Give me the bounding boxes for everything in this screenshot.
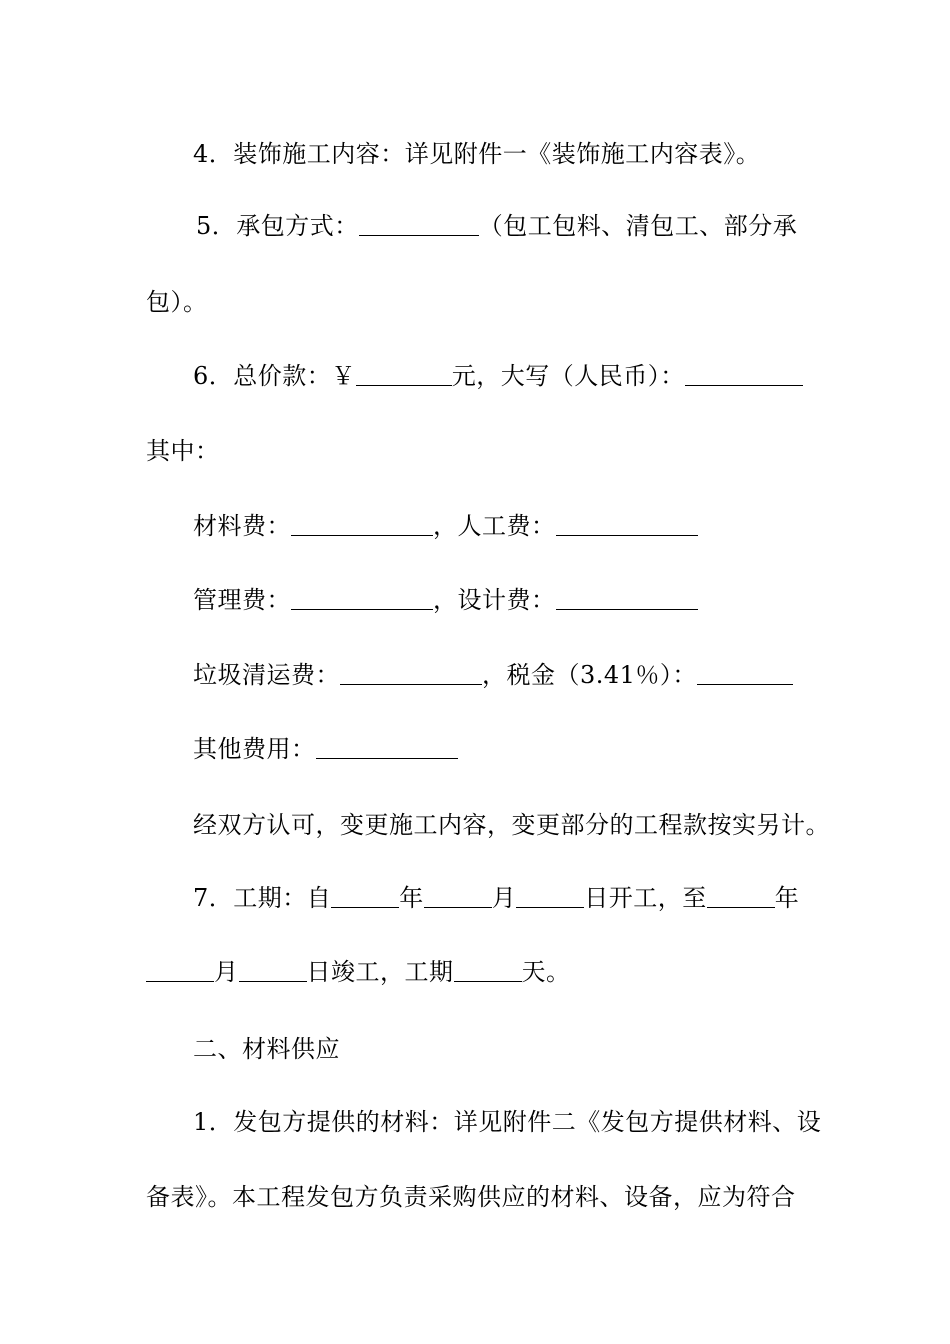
section-2-item-1-continuation	[146, 1182, 810, 1212]
waste-tax-fees	[146, 660, 810, 690]
text: 经双方认可，变更施工内容，变更部分的工程款按实另计。	[193, 811, 830, 839]
contract-method-blank[interactable]	[359, 213, 479, 236]
total-price-amount-blank[interactable]	[356, 363, 452, 386]
start-year-blank[interactable]	[331, 885, 399, 908]
text: 天。	[521, 958, 571, 986]
other-fees	[146, 734, 810, 764]
other-fee-blank[interactable]	[316, 736, 458, 759]
item-7-schedule	[146, 883, 810, 913]
text: 备表》。本工程发包方负责采购供应的材料、设备，应为符合	[146, 1183, 796, 1211]
end-year-blank[interactable]	[707, 885, 775, 908]
material-fee-blank[interactable]	[291, 513, 433, 536]
duration-days-blank[interactable]	[454, 959, 522, 982]
section-2-item-1	[146, 1107, 822, 1137]
text: 5．承包方式：	[196, 212, 359, 240]
management-design-fees	[146, 585, 810, 615]
text: 1．发包方提供的材料：详见附件二《发包方提供材料、设	[193, 1108, 822, 1136]
item-6-breakdown-label	[146, 436, 810, 466]
management-fee-blank[interactable]	[291, 587, 433, 610]
text: 元，大写（人民币）：	[451, 362, 685, 390]
text: 二、材料供应	[193, 1035, 340, 1063]
text: 包）。	[146, 288, 208, 316]
end-day-blank[interactable]	[239, 959, 307, 982]
text: 材料费：	[193, 512, 291, 540]
text: ，人工费：	[433, 512, 556, 540]
text: 7．工期：自	[193, 884, 332, 912]
item-5-contract-method	[146, 211, 810, 241]
text: 4．装饰施工内容：详见附件一《装饰施工内容表》。	[193, 140, 761, 168]
change-clause	[146, 810, 830, 840]
text: 月	[214, 958, 239, 986]
text: 6．总价款：￥	[193, 362, 356, 390]
section-2-heading	[146, 1034, 810, 1064]
start-month-blank[interactable]	[424, 885, 492, 908]
text: 日竣工，工期	[306, 958, 454, 986]
text: 年	[399, 884, 424, 912]
text: 其中：	[146, 437, 220, 465]
material-labor-fees	[146, 511, 810, 541]
waste-removal-fee-blank[interactable]	[340, 662, 482, 685]
text: 月	[491, 884, 517, 912]
start-day-blank[interactable]	[516, 885, 584, 908]
item-5-continuation	[146, 287, 810, 317]
end-month-blank[interactable]	[146, 959, 214, 982]
item-6-total-price	[146, 361, 810, 391]
text: 垃圾清运费：	[193, 661, 340, 689]
item-4-construction-content	[146, 139, 810, 169]
text: （包工包料、清包工、部分承	[478, 212, 798, 240]
total-price-uppercase-blank[interactable]	[685, 363, 803, 386]
design-fee-blank[interactable]	[556, 587, 698, 610]
text: 其他费用：	[193, 735, 316, 763]
text: 管理费：	[193, 586, 291, 614]
text: 日开工，至	[584, 884, 707, 912]
text: ，设计费：	[433, 586, 556, 614]
text: ，税金（3.41％）：	[482, 661, 697, 689]
tax-blank[interactable]	[697, 662, 793, 685]
item-7-continuation	[146, 957, 810, 987]
text: 年	[774, 884, 800, 912]
labor-fee-blank[interactable]	[556, 513, 698, 536]
